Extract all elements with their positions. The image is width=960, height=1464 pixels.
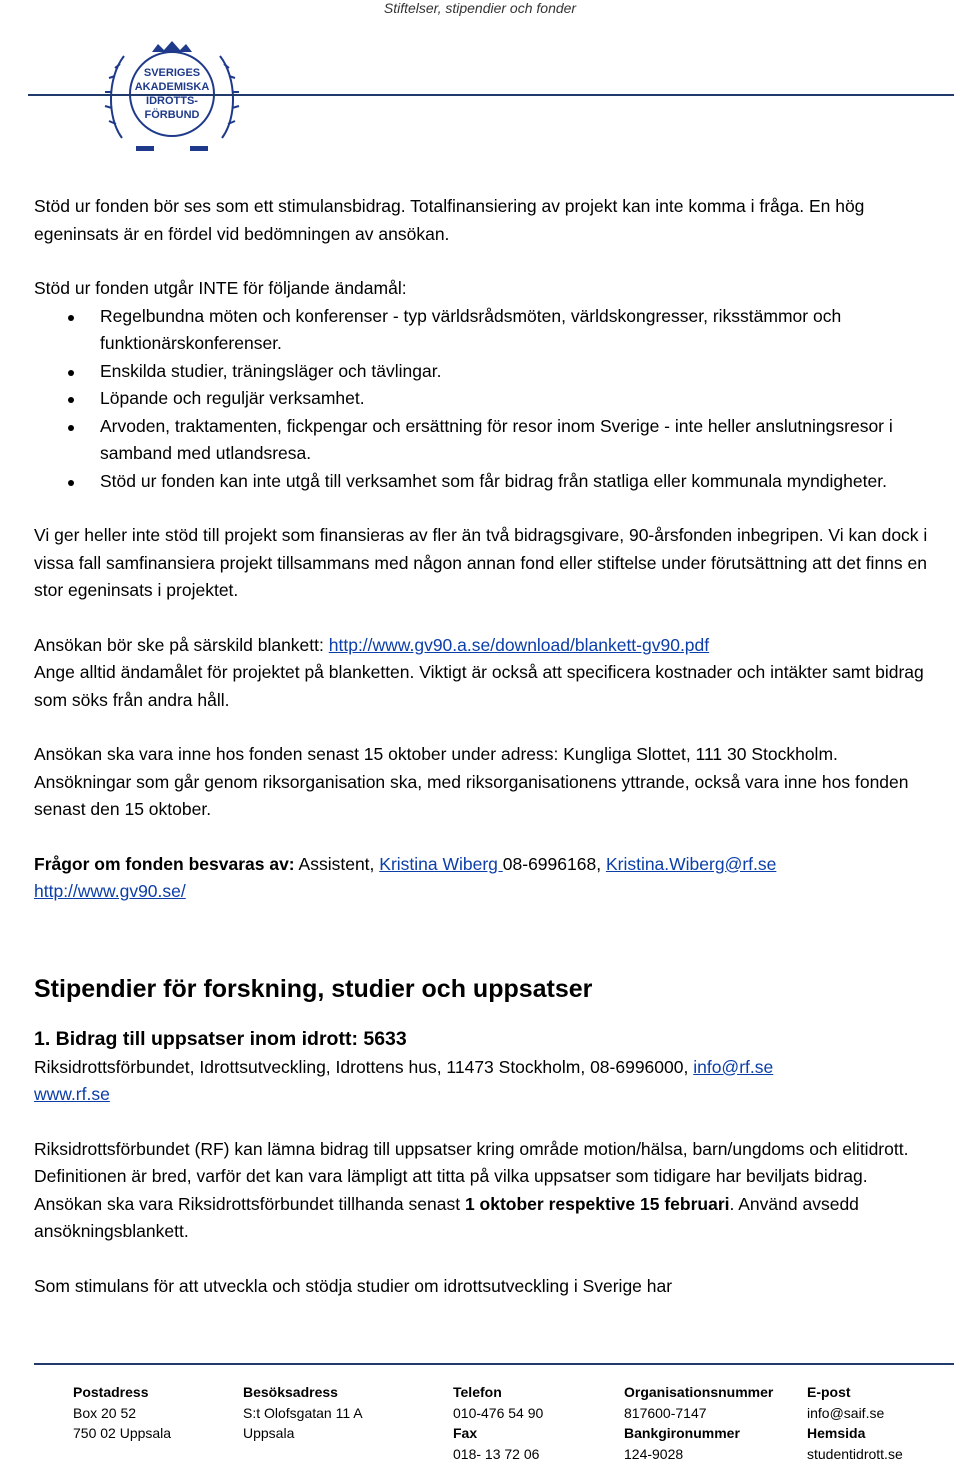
footer-value: Box 20 52 [73,1403,171,1424]
list-item: Enskilda studier, träningsläger och tävlingar. [34,358,934,386]
contact-role: Assistent, [295,854,380,874]
footer-org [624,1382,773,1464]
org-website-link[interactable]: www.rf.se [34,1084,110,1104]
footer-value: 750 02 Uppsala [73,1423,171,1444]
document-body [34,193,934,1300]
logo-text-4: FÖRBUND [145,108,200,121]
deadline-text: Ansökan ska vara Riksidrottsförbundet tillhanda senast [34,1194,465,1214]
footer-label: Hemsida [807,1423,903,1444]
form-instructions: Ange alltid ändamålet för projektet på blanketten. Viktigt är också att specificera kostnader och intäkter samt bidrag som söks från andra håll. [34,662,924,710]
footer-label: Telefon [453,1382,543,1403]
logo-text-1: SVERIGES [144,67,200,79]
paragraph-contact [34,851,934,906]
subsection-heading: 1. Bidrag till uppsatser inom idrott: 5633 [34,1024,934,1054]
footer-value: 124-9028 [624,1444,773,1464]
paragraph-deadline: Ansökan ska vara inne hos fonden senast 15 oktober under adress: Kungliga Slottet, 111 30 Stockholm. Ansökningar som går genom riksorganisation ska, med riksorganisationens yttrande, också vara inne hos fonden senast den 15 oktober. [34,741,934,824]
contact-phone: 08-6996168, [503,854,606,874]
fund-website-link[interactable]: http://www.gv90.se/ [34,881,186,901]
contact-name-link[interactable]: Kristina Wiberg [379,854,503,874]
footer-label: Besöksadress [243,1382,363,1403]
form-text: Ansökan bör ske på särskild blankett: [34,635,329,655]
paragraph-stimulans: Stöd ur fonden bör ses som ett stimulansbidrag. Totalfinansiering av projekt kan inte komma i fråga. En hög egeninsats är en fördel vid bedömningen av ansökan. [34,193,934,248]
logo-text-2: AKADEMISKA [135,81,210,93]
paragraph-stimulus: Som stimulans för att utveckla och stödja studier om idrottsutveckling i Sverige har [34,1273,934,1301]
org-address: Riksidrottsförbundet, Idrottsutveckling, Idrottens hus, 11473 Stockholm, 08-6996000, [34,1057,693,1077]
form-link[interactable]: http://www.gv90.a.se/download/blankett-gv90.pdf [329,635,709,655]
list-heading: Stöd ur fonden utgår INTE för följande ändamål: [34,275,934,303]
footer-epost [807,1382,903,1464]
footer-value: Uppsala [243,1423,363,1444]
footer-telefon [453,1382,543,1464]
paragraph-rf-grant: Riksidrottsförbundet (RF) kan lämna bidrag till uppsatser kring område motion/hälsa, barn/ungdoms och elitidrott. Definitionen är bred, varför det kan vara lämpligt att titta på vilka uppsatser som tidigare har beviljats bidrag. [34,1136,934,1191]
footer-value: 010-476 54 90 [453,1403,543,1424]
contact-email-link[interactable]: Kristina.Wiberg@rf.se [606,854,776,874]
list-item: Arvoden, traktamenten, fickpengar och ersättning för resor inom Sverige - inte heller anslutningsresor i samband med utlandsresa. [34,413,934,468]
paragraph-cofinancing: Vi ger heller inte stöd till projekt som finansieras av fler än två bidragsgivare, 90-årsfonden inbegripen. Vi kan dock i vissa fall samfinansiera projekt tillsammans med någon annan fond eller stiftelse under förutsättning att det finns en stor egeninsats i projektet. [34,522,934,605]
footer-value: S:t Olofsgatan 11 A [243,1403,363,1424]
deadline-suffix: . Använd avsedd ansökningsblankett. [34,1194,859,1242]
footer-value: 018- 13 72 06 [453,1444,543,1464]
header-rule [28,94,954,96]
footer-label: Organisationsnummer [624,1382,773,1403]
paragraph-application-form [34,632,934,715]
list-item: Regelbundna möten och konferenser - typ världsrådsmöten, världskongresser, riksstämmor och funktionärskonferenser. [34,303,934,358]
footer-rule [34,1363,954,1365]
footer-label: E-post [807,1382,903,1403]
running-header: Stiftelser, stipendier och fonder [0,0,960,16]
contact-label: Frågor om fonden besvaras av: [34,854,295,874]
footer-label: Postadress [73,1382,171,1403]
org-contact [34,1054,934,1109]
org-email-link[interactable]: info@rf.se [693,1057,773,1077]
deadline-dates: 1 oktober respektive 15 februari [465,1194,730,1214]
footer-value: studentidrott.se [807,1444,903,1464]
list-item: Löpande och reguljär verksamhet. [34,385,934,413]
list-item: Stöd ur fonden kan inte utgå till verksamhet som får bidrag från statliga eller kommunala myndigheter. [34,468,934,496]
footer-label: Fax [453,1423,543,1444]
footer-label: Bankgironummer [624,1423,773,1444]
footer-value: info@saif.se [807,1403,903,1424]
footer-value: 817600-7147 [624,1403,773,1424]
logo-text-3: IDROTTS- [146,95,198,107]
paragraph-rf-deadline [34,1191,934,1246]
footer-postadress [73,1382,171,1444]
section-heading: Stipendier för forskning, studier och uppsatser [34,972,934,1006]
exclusion-list [34,303,934,496]
footer-besoksadress [243,1382,363,1444]
saif-logo [102,38,242,154]
